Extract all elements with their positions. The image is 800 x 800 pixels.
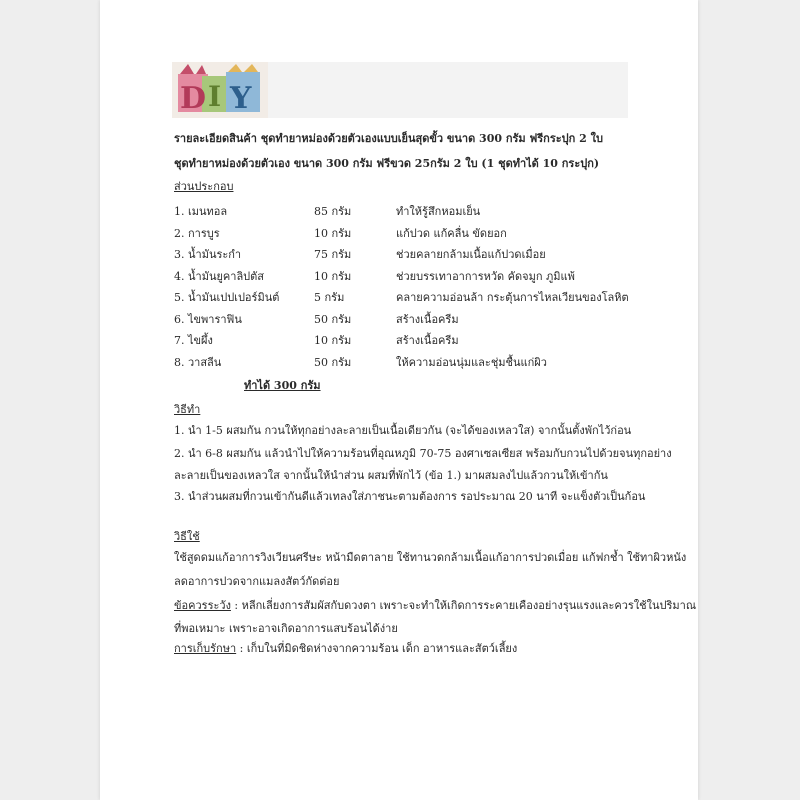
ingredient-purpose: สร้างเนื้อครีม bbox=[396, 312, 459, 326]
table-row bbox=[174, 248, 614, 270]
method-step: 1. นำ 1-5 ผสมกัน กวนให้ทุกอย่างละลายเป็นเนื้อเดียวกัน (จะได้ของเหลวใส) จากนั้นตั้งพักไว้ก่อน bbox=[174, 424, 632, 437]
caution-label: ข้อควรระวัง bbox=[174, 599, 231, 612]
ingredient-qty: 5 กรัม bbox=[314, 291, 345, 304]
ingredient-purpose: คลายความอ่อนล้า กระตุ้นการไหลเวียนของโลหิต bbox=[396, 291, 629, 304]
usage-heading: วิธีใช้ bbox=[174, 530, 200, 543]
product-line-2: ชุดทำยาหม่องด้วยตัวเอง ขนาด 300 กรัม ฟรีขวด 25กรัม 2 ใบ (1 ชุดทำได้ 10 กระปุก) bbox=[174, 157, 600, 170]
caution-line-1 bbox=[174, 599, 696, 613]
method-step-continued: ละลายเป็นของเหลวใส จากนั้นให้นำส่วน ผสมที่พักไว้ (ข้อ 1.) มาผสมลงไปแล้วกวนให้เข้ากัน bbox=[174, 469, 608, 482]
table-row bbox=[174, 313, 614, 335]
table-row bbox=[174, 227, 614, 249]
logo-letter-i: I bbox=[208, 80, 222, 113]
ingredient-name: 5. น้ำมันเปปเปอร์มินต์ bbox=[174, 291, 280, 304]
ingredient-name: 6. ไขพาราฟิน bbox=[174, 312, 242, 326]
ingredient-purpose: ช่วยคลายกล้ามเนื้อแก้ปวดเมื่อย bbox=[396, 248, 546, 261]
diy-logo bbox=[172, 62, 268, 118]
diy-banner bbox=[172, 62, 628, 118]
table-row bbox=[174, 291, 629, 313]
ingredients-table bbox=[174, 205, 629, 377]
ingredient-qty: 50 กรัม bbox=[314, 355, 352, 369]
ingredient-purpose: ให้ความอ่อนนุ่มและชุ่มชื้นแก่ผิว bbox=[396, 355, 547, 369]
method-step: 2. นำ 6-8 ผสมกัน แล้วนำไปให้ความร้อนที่อุณหภูมิ 70-75 องศาเซลเซียส พร้อมกับกวนไปด้วยจนทุกอย่าง bbox=[174, 447, 672, 460]
document-page bbox=[100, 0, 698, 800]
ingredient-purpose: สร้างเนื้อครีม bbox=[396, 334, 459, 347]
ingredient-name: 1. เมนทอล bbox=[174, 205, 228, 218]
storage-label: การเก็บรักษา bbox=[174, 642, 237, 655]
ingredient-name: 8. วาสลีน bbox=[174, 355, 222, 369]
method-heading: วิธีทำ bbox=[174, 403, 201, 416]
caution-line-2: ที่พอเหมาะ เพราะอาจเกิดอาการแสบร้อนได้ง่าย bbox=[174, 622, 398, 635]
usage-line: ใช้สูดดมแก้อาการวิงเวียนศรีษะ หน้ามืดตาลาย ใช้ทานวดกล้ามเนื้อแก้อาการปวดเมื่อย แก้ฟกช้ำ ใช้ทาผิวหนัง bbox=[174, 551, 687, 564]
yield-text: ทำได้ 300 กรัม bbox=[244, 379, 321, 392]
caution-text: : หลีกเลี่ยงการสัมผัสกับดวงตา เพราะจะทำให้เกิดการระคายเคืองอย่างรุนแรงและควรใช้ในปริมาณ bbox=[230, 599, 697, 612]
table-row bbox=[174, 205, 614, 227]
ingredient-name: 7. ไขผึ้ง bbox=[174, 334, 213, 347]
product-desc-1: ชุดทำยาหม่องด้วยตัวเองแบบเย็นสุดขั้ว ขนาด 300 กรัม ฟรีกระปุก 2 ใบ bbox=[256, 132, 603, 145]
table-row bbox=[174, 270, 614, 292]
product-label: รายละเอียดสินค้า bbox=[174, 132, 257, 145]
table-row bbox=[174, 356, 614, 378]
ingredient-qty: 10 กรัม bbox=[314, 269, 352, 283]
ingredient-qty: 85 กรัม bbox=[314, 205, 352, 218]
table-row bbox=[174, 334, 614, 356]
ingredient-name: 4. น้ำมันยูคาลิปตัส bbox=[174, 269, 265, 283]
ingredient-purpose: ช่วยบรรเทาอาการหวัด คัดจมูก ภูมิแพ้ bbox=[396, 269, 575, 283]
ingredient-purpose: ทำให้รู้สึกหอมเย็น bbox=[396, 205, 481, 218]
ingredient-name: 3. น้ำมันระกำ bbox=[174, 248, 242, 261]
ingredients-heading: ส่วนประกอบ bbox=[174, 180, 234, 193]
ingredient-qty: 50 กรัม bbox=[314, 312, 352, 326]
storage-text: : เก็บในที่มิดชิดห่างจากความร้อน เด็ก อาหารและสัตว์เลี้ยง bbox=[236, 642, 518, 655]
product-line-1 bbox=[174, 132, 603, 146]
method-step: 3. นำส่วนผสมที่กวนเข้ากันดีแล้วเทลงใส่ภาชนะตามต้องการ รอประมาณ 20 นาที จะแข็งตัวเป็นก้อน bbox=[174, 490, 646, 503]
logo-letter-d: D bbox=[180, 81, 207, 116]
ingredient-purpose: แก้ปวด แก้คลื่น ขัดยอก bbox=[396, 226, 507, 240]
ingredient-qty: 10 กรัม bbox=[314, 334, 352, 347]
ingredient-name: 2. การบูร bbox=[174, 226, 220, 240]
storage-line bbox=[174, 642, 517, 656]
ingredient-qty: 75 กรัม bbox=[314, 248, 352, 261]
logo-letter-y: Y bbox=[230, 81, 252, 116]
ingredient-qty: 10 กรัม bbox=[314, 226, 352, 240]
usage-line: ลดอาการปวดจากแมลงสัตว์กัดต่อย bbox=[174, 575, 340, 588]
